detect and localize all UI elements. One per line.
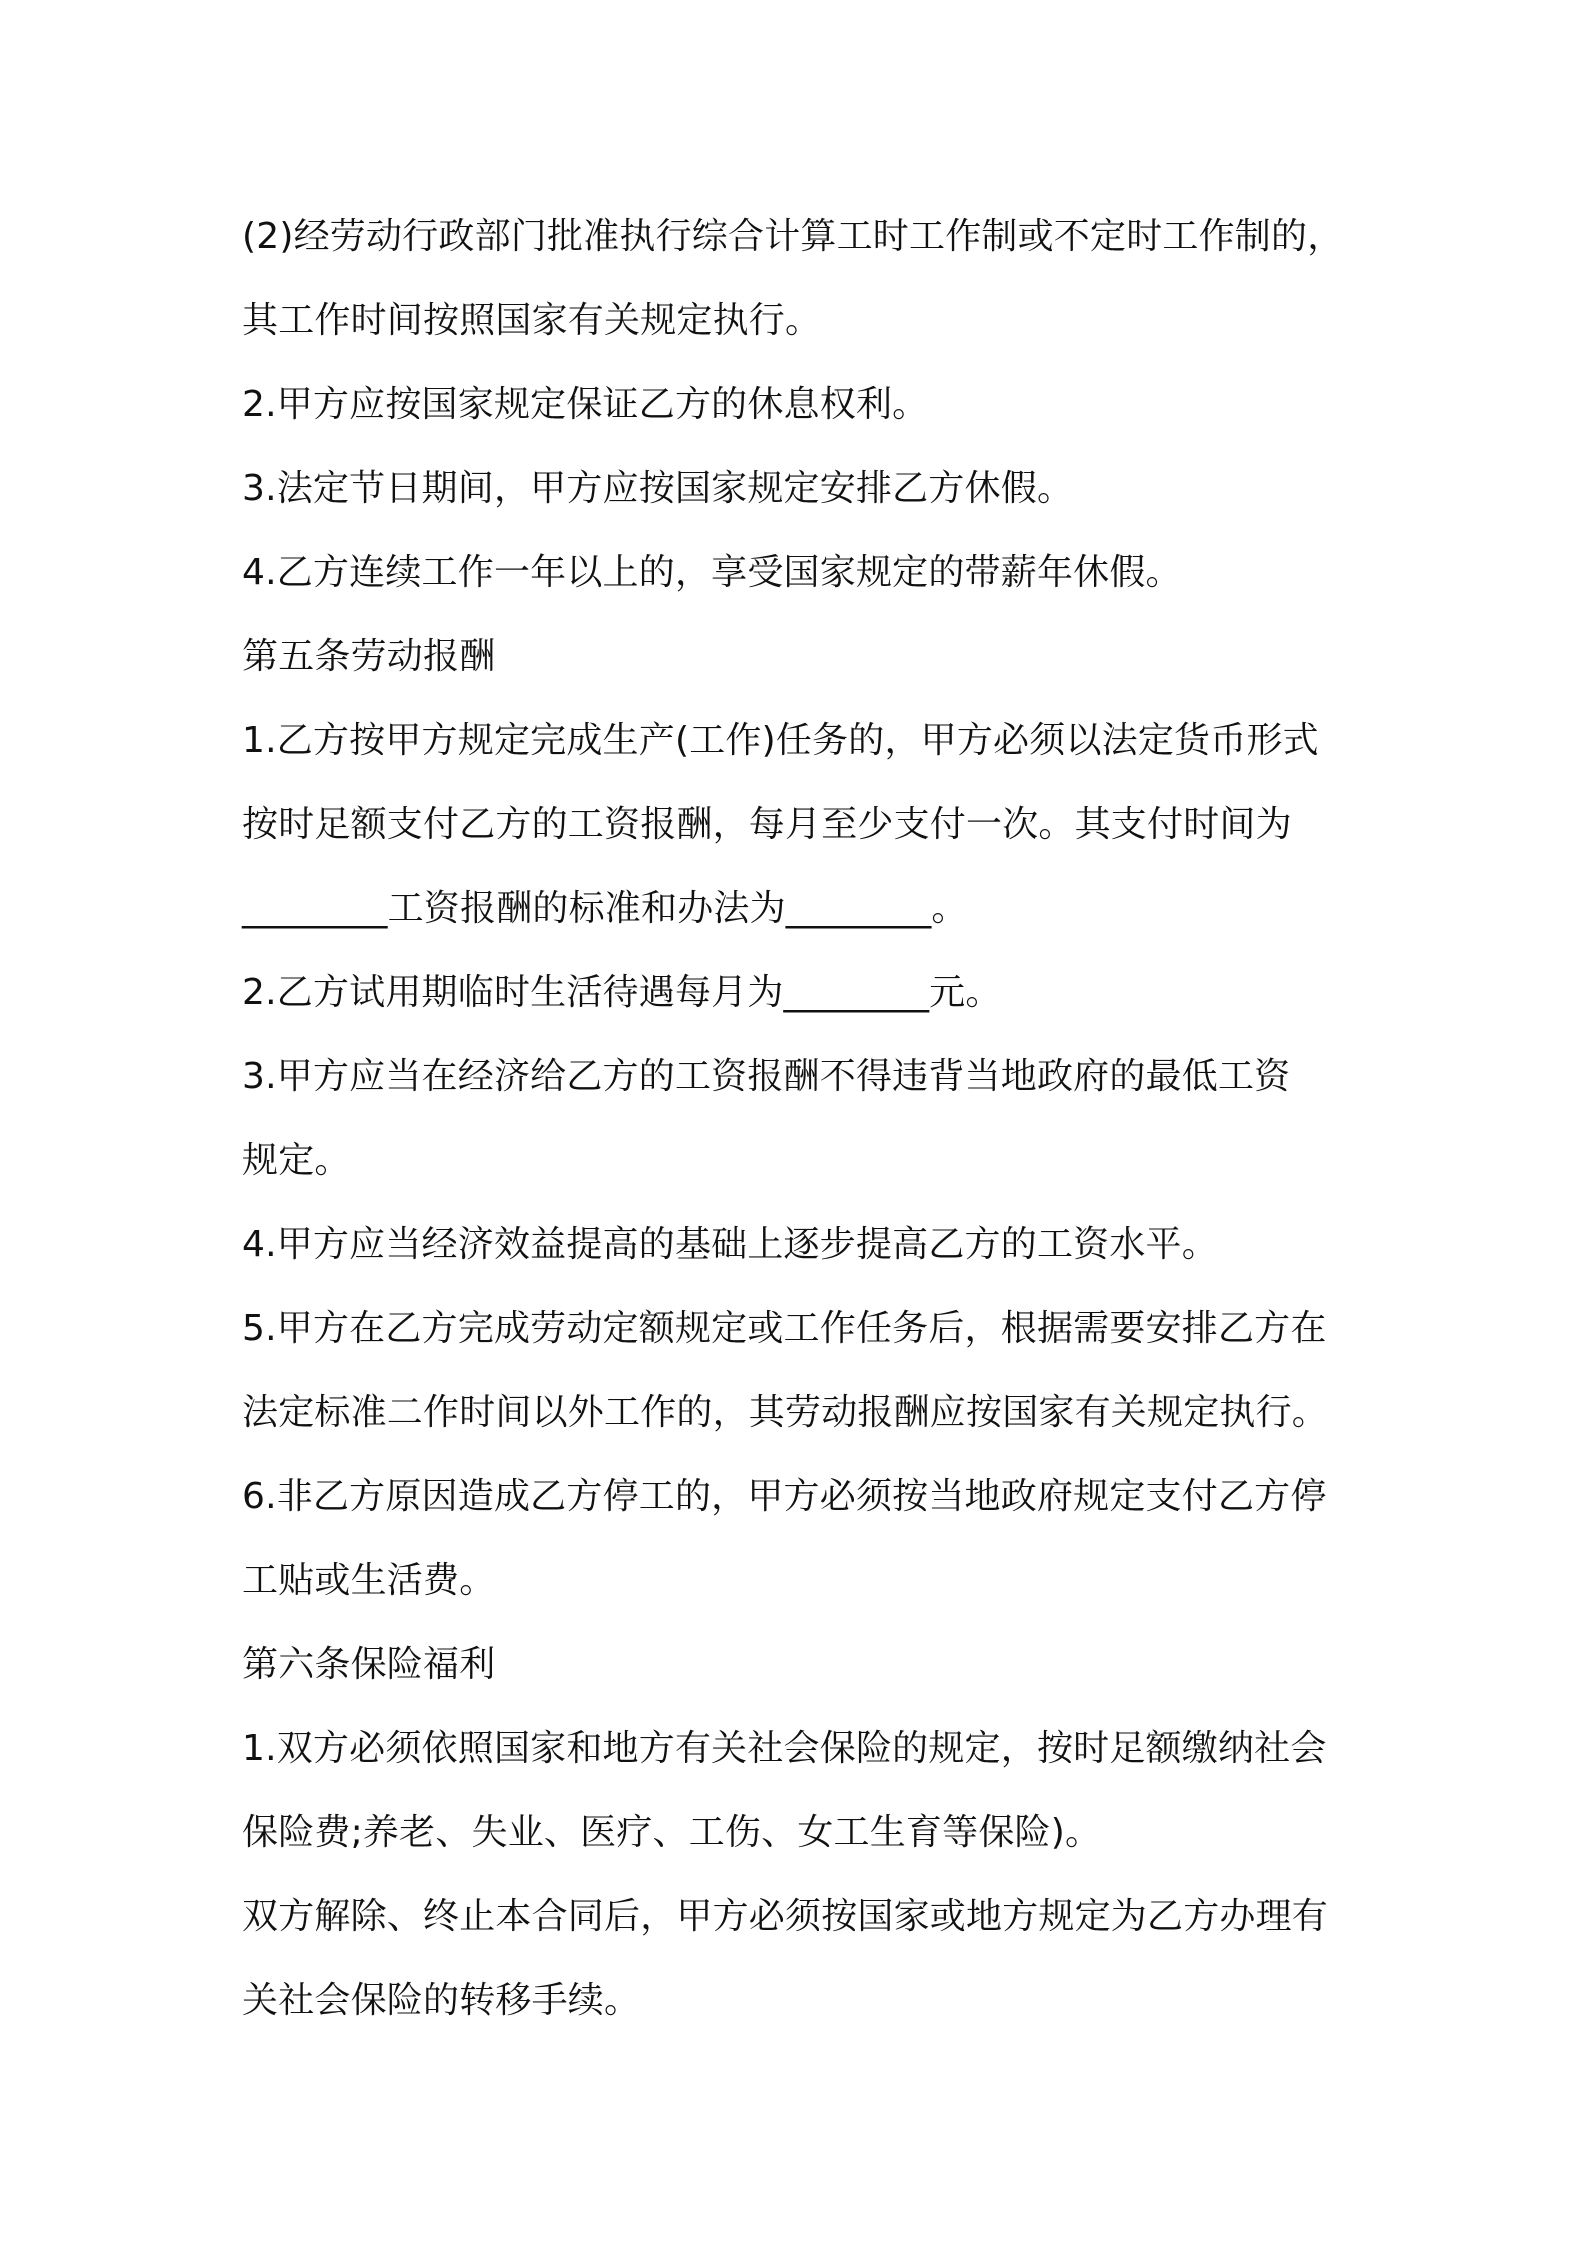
paragraph-line: 1.双方必须依照国家和地方有关社会保险的规定，按时足额缴纳社会 — [242, 1728, 1327, 1769]
paragraph-line: 4.乙方连续工作一年以上的，享受国家规定的带薪年休假。 — [242, 552, 1182, 593]
section-heading: 第五条劳动报酬 — [242, 636, 496, 677]
paragraph-line: 6.非乙方原因造成乙方停工的，甲方必须按当地政府规定支付乙方停 — [242, 1476, 1327, 1517]
paragraph-line: 保险费;养老、失业、医疗、工伤、女工生育等保险)。 — [242, 1812, 1102, 1853]
paragraph-line: 法定标准二作时间以外工作的，其劳动报酬应按国家有关规定执行。 — [242, 1392, 1329, 1433]
paragraph-line: 关社会保险的转移手续。 — [242, 1980, 641, 2021]
document-body — [242, 195, 1357, 2043]
paragraph-line: 4.甲方应当经济效益提高的基础上逐步提高乙方的工资水平。 — [242, 1224, 1218, 1265]
paragraph-line: 按时足额支付乙方的工资报酬，每月至少支付一次。其支付时间为 — [242, 804, 1292, 845]
paragraph-line: 5.甲方在乙方完成劳动定额规定或工作任务后，根据需要安排乙方在 — [242, 1308, 1327, 1349]
paragraph-line: 规定。 — [242, 1140, 351, 1181]
paragraph-line: ________工资报酬的标准和办法为________。 — [242, 888, 968, 929]
paragraph-line: 其工作时间按照国家有关规定执行。 — [242, 300, 822, 341]
paragraph-line: 3.甲方应当在经济给乙方的工资报酬不得违背当地政府的最低工资 — [242, 1056, 1291, 1097]
paragraph-line: 2.乙方试用期临时生活待遇每月为________元。 — [242, 972, 1002, 1013]
paragraph-line: 3.法定节日期间，甲方应按国家规定安排乙方休假。 — [242, 468, 1074, 509]
paragraph-line: 工贴或生活费。 — [242, 1560, 496, 1601]
paragraph-line: (2)经劳动行政部门批准执行综合计算工时工作制或不定时工作制的， — [242, 216, 1344, 257]
paragraph-line: 1.乙方按甲方规定完成生产(工作)任务的，甲方必须以法定货币形式 — [242, 720, 1319, 761]
paragraph-line: 2.甲方应按国家规定保证乙方的休息权利。 — [242, 384, 929, 425]
section-heading: 第六条保险福利 — [242, 1644, 496, 1685]
paragraph-line: 双方解除、终止本合同后，甲方必须按国家或地方规定为乙方办理有 — [242, 1896, 1329, 1937]
